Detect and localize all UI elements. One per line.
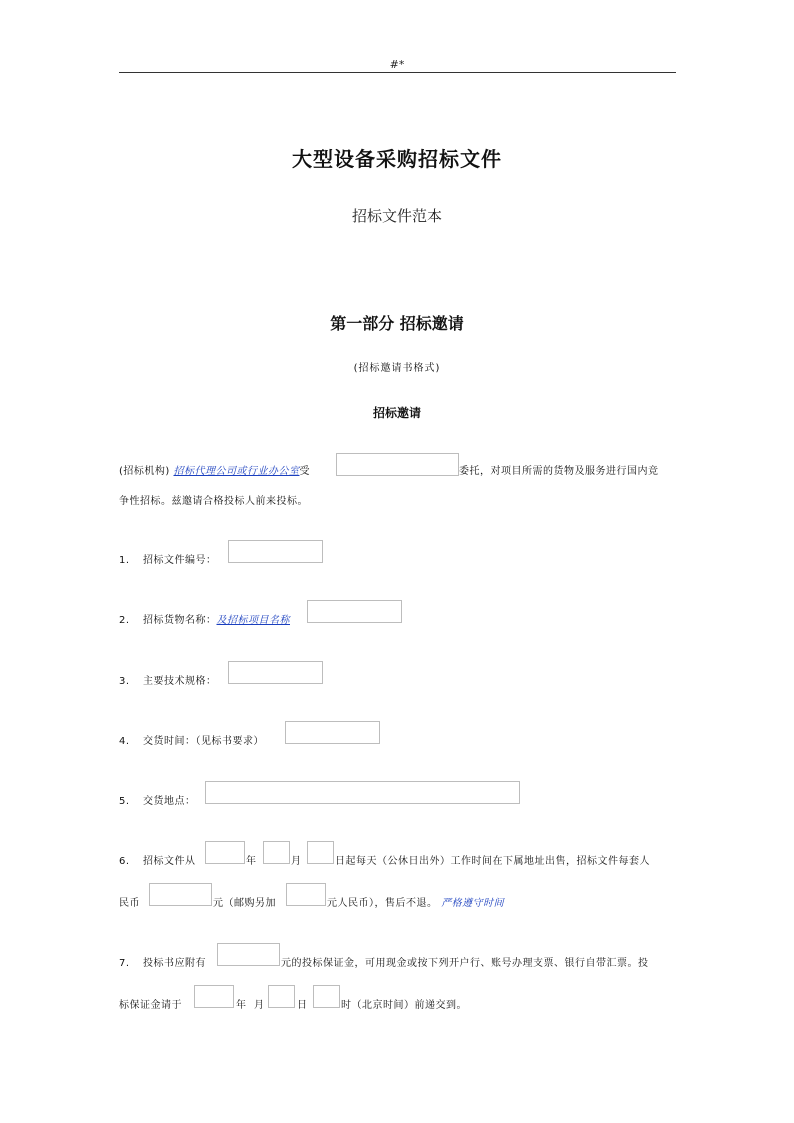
postage-fee-field[interactable] — [286, 883, 326, 906]
item-7-text1: 投标书应附有 — [143, 958, 206, 969]
bond-deadline-hour-field[interactable] — [313, 985, 340, 1008]
item-3-number: 3. — [119, 676, 130, 687]
document-price-field[interactable] — [149, 883, 212, 906]
item-3 — [119, 675, 217, 689]
item-6-number: 6. — [119, 856, 130, 867]
agent-hint: 招标代理公司或行业办公室 — [173, 466, 300, 477]
sale-start-day-field[interactable] — [307, 841, 334, 864]
item-6-month: 月 — [291, 856, 302, 867]
item-6-rest: 日起每天（公休日出外）工作时间在下属地址出售，招标文件每套人 — [335, 856, 650, 867]
item-6-rmb: 民币 — [119, 898, 140, 909]
item-7-month: 月 — [254, 1000, 265, 1011]
document-title: 大型设备采购招标文件 — [292, 147, 502, 171]
intro-accepts: 受 — [299, 466, 310, 477]
item-5 — [119, 795, 196, 809]
item-5-number: 5. — [119, 796, 130, 807]
item-6-tail-text: 元人民币），售后不退。 — [327, 898, 438, 909]
intro-after-box: 委托，对项目所需的货物及服务进行国内竞 — [459, 466, 659, 477]
item-5-label: 交货地点： — [143, 796, 196, 807]
item-7-day: 日 — [297, 1000, 308, 1011]
header-rule — [119, 72, 676, 73]
item-1-number: 1. — [119, 555, 130, 566]
bid-bond-amount-field[interactable] — [217, 943, 280, 966]
item-2-label: 招标货物名称： — [143, 615, 217, 626]
bond-deadline-day-field[interactable] — [268, 985, 295, 1008]
item-2-hint: 及招标项目名称 — [216, 615, 290, 626]
goods-name-field[interactable] — [307, 600, 402, 623]
delivery-location-field[interactable] — [205, 781, 520, 804]
item-4-label: 交货时间：（见标书要求） — [143, 736, 264, 747]
item-7-line-1 — [119, 957, 206, 971]
item-2-number: 2. — [119, 615, 130, 626]
item-6-tail — [327, 897, 504, 911]
item-1 — [119, 554, 217, 568]
item-6-year: 年 — [246, 856, 257, 867]
sale-start-year-field[interactable] — [205, 841, 245, 864]
item-6-from: 招标文件从 — [143, 856, 196, 867]
item-6-hint: 严格遵守时间 — [441, 898, 505, 909]
format-note: (招标邀请书格式) — [353, 363, 441, 374]
item-7-number: 7. — [119, 958, 130, 969]
item-7-line-2-start: 标保证金请于 — [119, 1000, 182, 1011]
item-1-label: 招标文件编号： — [143, 555, 217, 566]
intro-line-1 — [119, 465, 310, 479]
entrusting-party-field[interactable] — [336, 453, 459, 476]
item-7-year: 年 — [236, 1000, 247, 1011]
tender-number-field[interactable] — [228, 540, 323, 563]
item-3-label: 主要技术规格： — [143, 676, 217, 687]
item-7-text2: 元的投标保证金，可用现金或按下列开户行、账号办理支票、银行自带汇票。投 — [281, 958, 649, 969]
tech-spec-field[interactable] — [228, 661, 323, 684]
sale-start-month-field[interactable] — [263, 841, 290, 864]
item-2 — [119, 614, 290, 628]
invite-heading: 招标邀请 — [372, 406, 421, 420]
bond-deadline-year-field[interactable] — [194, 985, 234, 1008]
document-subtitle: 招标文件范本 — [351, 207, 442, 225]
intro-prefix: (招标机构) — [119, 466, 170, 477]
item-4-number: 4. — [119, 736, 130, 747]
item-6-mail: 元（邮购另加 — [213, 898, 276, 909]
intro-line-2: 争性招标。兹邀请合格投标人前来投标。 — [119, 496, 308, 507]
item-4 — [119, 735, 264, 749]
delivery-time-field[interactable] — [285, 721, 380, 744]
item-6-line-1 — [119, 855, 196, 869]
page-header-mark: #* — [389, 58, 405, 71]
item-7-tail: 时（北京时间）前递交到。 — [341, 1000, 467, 1011]
part-heading: 第一部分 招标邀请 — [330, 314, 464, 333]
